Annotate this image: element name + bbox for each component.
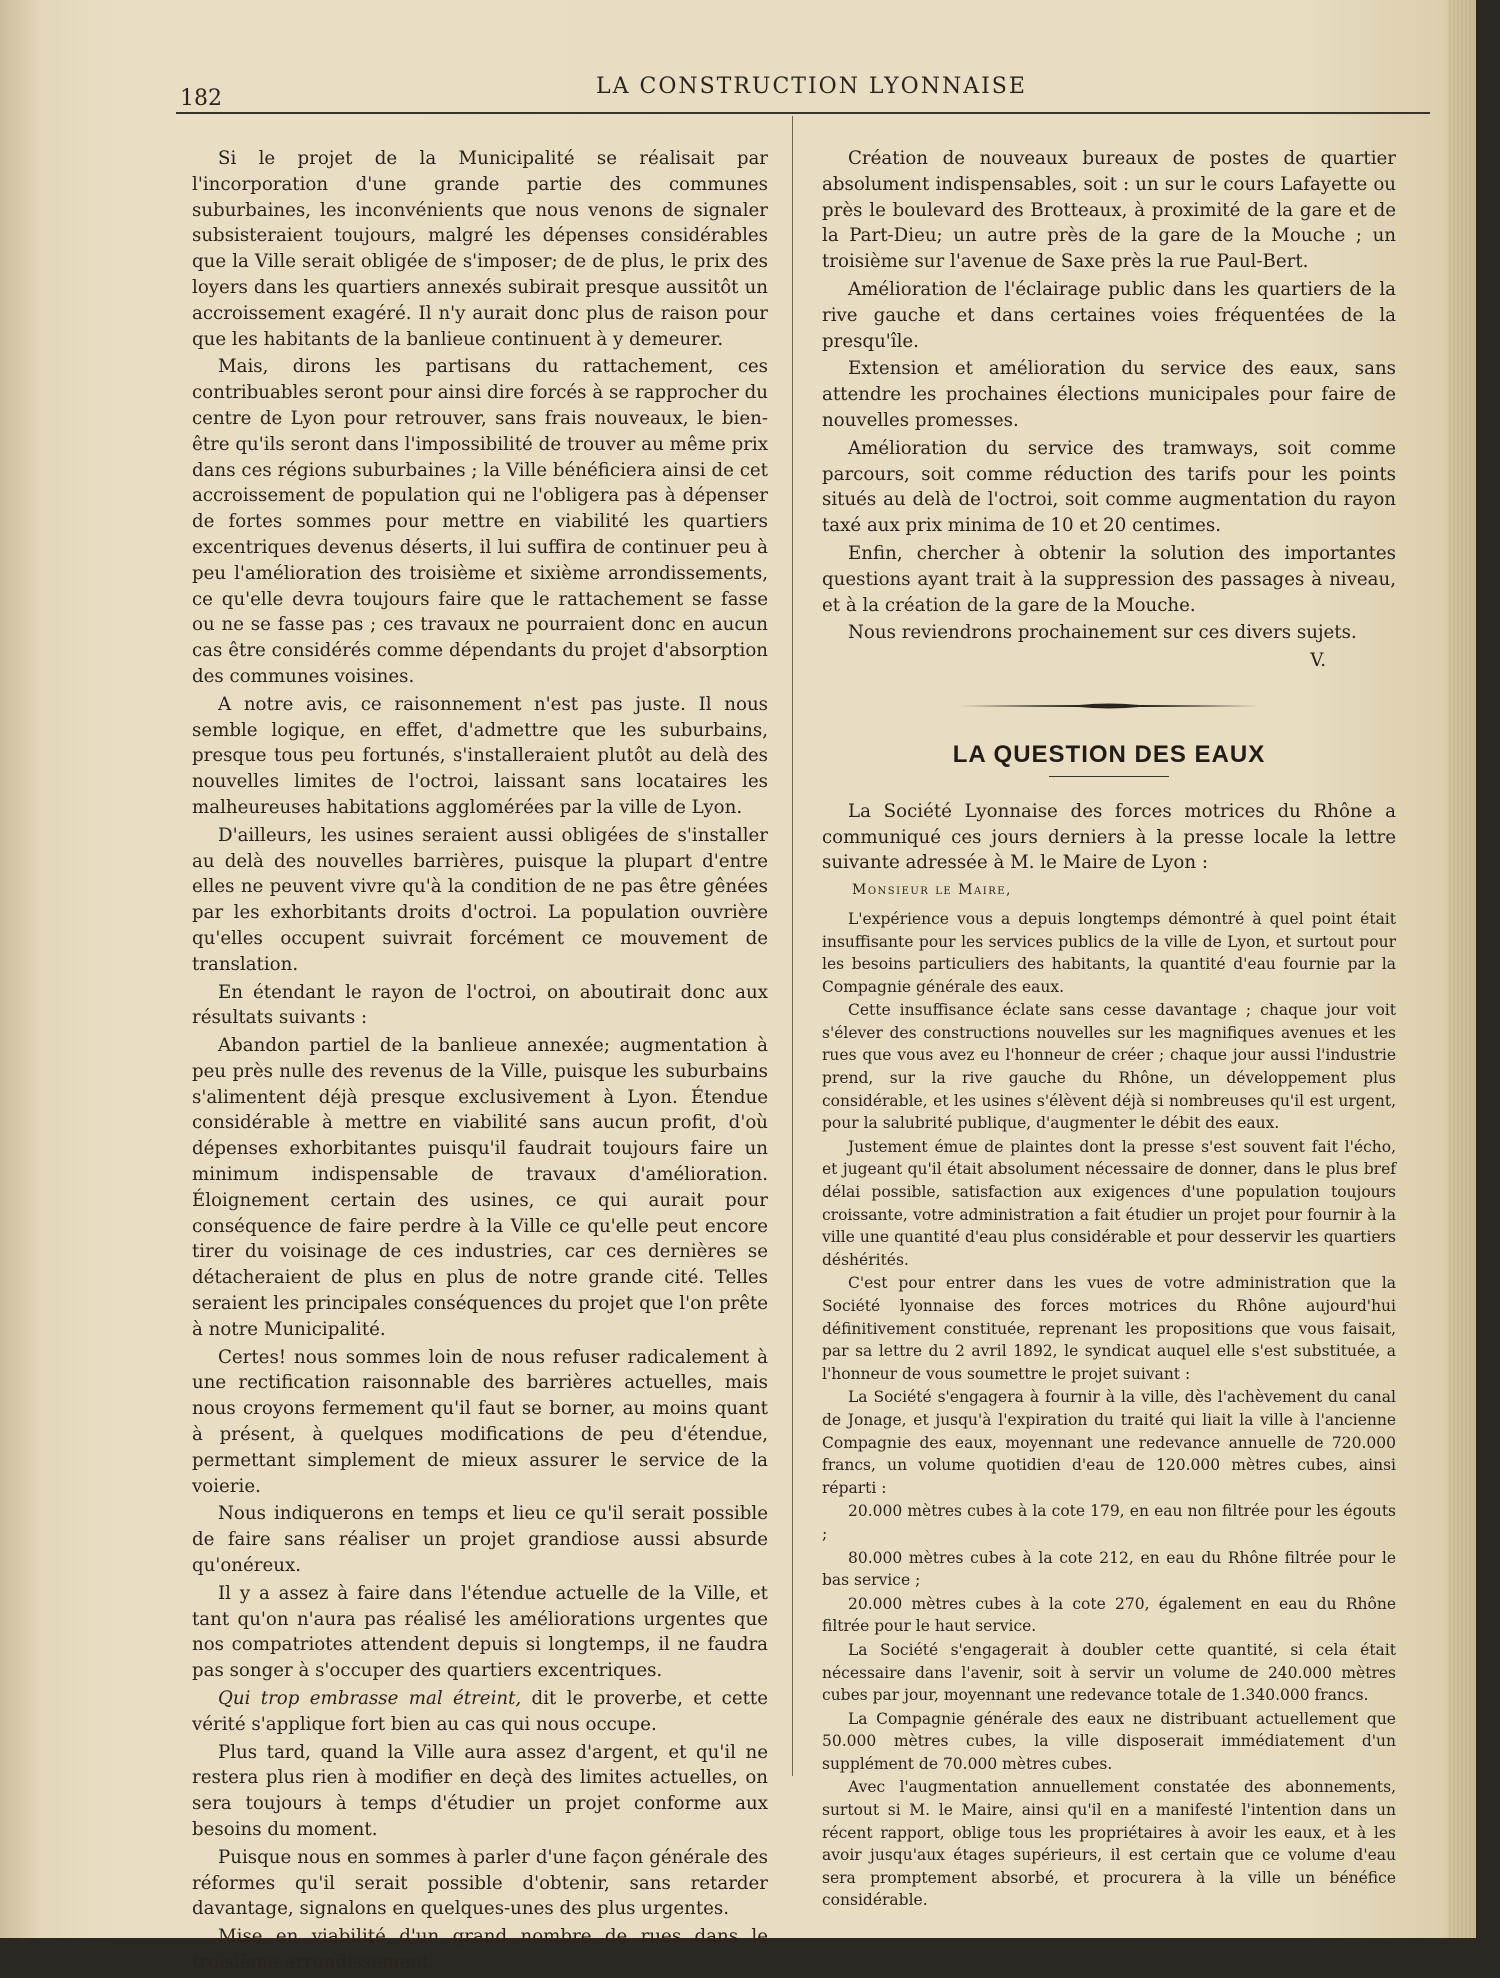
paragraph: A notre avis, ce raisonnement n'est pas juste. Il nous semble logique, en effet, d'admettre que les suburbains, presque tous peu fortunés, s'installeraient plutôt au delà des nouvelles limites de l'octroi, laissant sans locataires les malheureuses habitations agglomérées par la ville de Lyon. xyxy=(192,693,768,818)
letter-paragraph: La Compagnie générale des eaux ne distribuant actuellement que 50.000 mètres cubes, la ville disposerait immédiatement d'un supplément de 70.000 mètres cubes. xyxy=(822,1709,1396,1773)
column-divider xyxy=(792,116,793,1776)
header-rule xyxy=(176,112,1430,114)
ornament-rule xyxy=(959,700,1259,712)
paragraph: D'ailleurs, les usines seraient aussi obligées de s'installer au delà des nouvelles barrières, puisque la plupart d'entre elles ne peuvent vivre qu'à la condition de ne pas être gênées par les exhorbitants droits d'octroi. La population ouvrière qu'elles occupent suivrait forcément ce mouvement de translation. xyxy=(192,824,768,975)
paragraph: Abandon partiel de la banlieue annexée; augmentation à peu près nulle des revenus de la Ville, puisque les suburbains s'alimentent déjà presque exclusivement à Lyon. Étendue considérable à mettre en viabilité sans aucun profit, d'où dépenses exhorbitantes puisqu'il faudrait toujours faire un minimum indispensable de travaux d'amélioration. Éloignement certain des usines, ce qui aurait pour conséquence de faire perdre à la Ville ce qu'elle peut encore tirer du voisinage de ces industries, car ces dernières se détacheraient de plus en plus de notre grande cité. Telles seraient les principales conséquences du projet que l'on prête à notre Municipalité. xyxy=(192,1035,768,1340)
paragraph: Si le projet de la Municipalité se réalisait par l'incorporation d'une grande partie des communes suburbaines, les inconvénients que nous venons de signaler subsisteraient toujours, malgré les dépenses considérables que la Ville serait obligée de s'imposer; de de plus, le prix des loyers dans les quartiers annexés subirait presque aussitôt un accroissement exagéré. Il n'y aurait donc plus de raison pour que les habitants de la banlieue continuent à y demeurer. xyxy=(192,148,768,350)
page-number: 182 xyxy=(180,86,222,111)
page-edge xyxy=(1448,0,1476,1938)
proverb-rest: dit le proverbe, et cette vérité s'applique fort bien au cas qui nous occupe. xyxy=(192,1688,768,1735)
paragraph: Extension et amélioration du service des eaux, sans attendre les prochaines élections municipales pour faire de nouvelles promesses. xyxy=(822,358,1396,431)
paragraph: Puisque nous en sommes à parler d'une façon générale des réformes qu'il serait possible d'obtenir, sans retarder davantage, signalons en quelques-unes des plus urgentes. xyxy=(192,1846,768,1920)
page-header xyxy=(176,68,1430,111)
left-column xyxy=(192,146,768,1978)
letter-paragraph: L'expérience vous a depuis longtemps démontré à quel point était insuffisante pour les services publics de la ville de Lyon, et surtout pour les besoins particuliers des habitants, la quantité d'eau fournie par la Compagnie générale des eaux. xyxy=(822,909,1396,996)
right-column xyxy=(822,146,1396,1913)
paragraph: Il y a assez à faire dans l'étendue actuelle de la Ville, et tant qu'on n'aura pas réalisé les améliorations urgentes que nos compatriotes attendent depuis si longtemps, il ne faudra pas songer à s'occuper des quartiers excentriques. xyxy=(192,1582,768,1682)
paragraph: Mise en viabilité d'un grand nombre de rues dans le troisième arrondissement. xyxy=(192,1926,768,1973)
letter-paragraph: 20.000 mètres cubes à la cote 270, également en eau du Rhône filtrée pour le haut service. xyxy=(822,1594,1396,1636)
section-title: LA QUESTION DES EAUX xyxy=(952,740,1266,768)
salutation: Monsieur le Maire, xyxy=(852,882,1012,899)
paragraph: En étendant le rayon de l'octroi, on aboutirait donc aux résultats suivants : xyxy=(192,981,768,1029)
paragraph: Amélioration du service des tramways, soit comme parcours, soit comme réduction des tarifs pour les points situés au delà de l'octroi, soit comme augmentation du rayon taxé aux prix minima de 10 et 20 centimes. xyxy=(822,437,1396,537)
paragraph: Plus tard, quand la Ville aura assez d'argent, et qu'il ne restera plus rien à modifier en deçà des limites actuelles, on sera toujours à temps d'étudier un projet conforme aux besoins du moment. xyxy=(192,1741,768,1840)
letter-body xyxy=(822,908,1396,1912)
intro-paragraph: La Société Lyonnaise des forces motrices du Rhône a communiqué ces jours derniers à la presse locale la lettre suivante adressée à M. le Maire de Lyon : xyxy=(822,800,1396,874)
letter-paragraph: La Société s'engagera à fournir à la ville, dès l'achèvement du canal de Jonage, et jusqu'à l'expiration du traité qui liait la ville à l'ancienne Compagnie des eaux, moyennant une redevance annuelle de 720.000 francs, un volume quotidien d'eau de 120.000 mètres cubes, ainsi réparti : xyxy=(822,1388,1396,1497)
paragraph: Certes! nous sommes loin de nous refuser radicalement à une rectification raisonnable des barrières actuelles, mais nous croyons fermement qu'il faut se borner, au moins quant à présent, à quelques modifications de peu d'étendue, permettant simplement de mieux assurer le service de la voierie. xyxy=(192,1346,768,1497)
title-rule xyxy=(1049,776,1169,777)
letter-paragraph: 80.000 mètres cubes à la cote 212, en eau du Rhône filtrée pour le bas service ; xyxy=(822,1548,1396,1590)
letter-paragraph: C'est pour entrer dans les vues de votre administration que la Société lyonnaise des forces motrices du Rhône aujourd'hui définitivement constituée, reprenant les propositions que vous faisait, par sa lettre du 2 avril 1892, le syndicat auquel elle s'est substituée, a l'honneur de vous soumettre le projet suivant : xyxy=(822,1274,1396,1383)
letter-paragraph: Cette insuffisance éclate sans cesse davantage ; chaque jour voit s'élever des constructions nouvelles sur les magnifiques avenues et les rues que vous avez eu l'honneur de créer ; chaque jour aussi l'industrie prend, sur la rive gauche du Rhône, un développement plus considérable, et les usines s'élèvent déjà si nombreuses qu'il est urgent, pour la salubrité publique, d'augmenter le débit des eaux. xyxy=(822,1001,1396,1133)
paragraph: Création de nouveaux bureaux de postes de quartier absolument indispensables, soit : un sur le cours Lafayette ou près le boulevard des Brotteaux, à proximité de la gare et de la Part-Dieu; un autre près de la gare de la Mouche ; un troisième sur l'avenue de Saxe près la rue Paul-Bert. xyxy=(822,148,1396,273)
letter-paragraph: La Société s'engagerait à doubler cette quantité, si cela était nécessaire dans l'avenir, soit à servir un volume de 240.000 mètres cubes par jour, moyennant une redevance totale de 1.340.000 francs. xyxy=(822,1640,1396,1705)
letter-paragraph: 20.000 mètres cubes à la cote 179, en eau non filtrée pour les égouts ; xyxy=(822,1502,1396,1543)
paragraph-proverb xyxy=(192,1686,768,1738)
paragraph: Mais, dirons les partisans du rattachement, ces contribuables seront pour ainsi dire forcés à se rapprocher du centre de Lyon pour retrouver, sans frais nouveaux, le bien-être qu'ils seront dans l'impossibilité de trouver au même prix dans ces régions suburbaines ; la Ville bénéficiera ainsi de cet accroissement de population qui ne l'obligera pas à dépenser de fortes sommes pour mettre en viabilité les quartiers excentriques devenus déserts, il lui suffira de continuer peu à peu l'amélioration des troisième et sixième arrondissements, ce qu'elle devra toujours faire que le rattachement se fasse ou ne se fasse pas ; ces travaux ne pourraient donc en aucun cas être considérés comme dépendants du projet d'absorption des communes voisines. xyxy=(192,356,768,687)
running-title: LA CONSTRUCTION LYONNAISE xyxy=(596,74,1027,99)
paragraph: Enfin, chercher à obtenir la solution des importantes questions ayant trait à la suppression des passages à niveau, et à la création de la gare de la Mouche. xyxy=(822,542,1396,616)
letter-paragraph: Justement émue de plaintes dont la presse s'est souvent fait l'écho, et jugeant qu'il était absolument nécessaire de donner, dans le plus bref délai possible, satisfaction aux exigences d'une population toujours croissante, votre administration a fait étudier un projet pour fournir à la ville une quantité d'eau plus considérable et pour desservir les quartiers déshérités. xyxy=(822,1137,1396,1269)
paragraph: Amélioration de l'éclairage public dans les quartiers de la rive gauche et dans certaines voies fréquentées de la presqu'île. xyxy=(822,278,1396,352)
paragraph: Nous reviendrons prochainement sur ces divers sujets. xyxy=(848,622,1357,644)
letter-paragraph: Avec l'augmentation annuellement constatée des abonnements, surtout si M. le Maire, ainsi qu'il en a manifesté l'intention dans un récent rapport, oblige tous les propriétaires à avoir les eaux, et à les avoir jusqu'aux étages supérieurs, il est certain que ce volume d'eau sera promptement absorbé, et procurera à la ville un bénéfice considérable. xyxy=(822,1778,1396,1910)
paragraph: Nous indiquerons en temps et lieu ce qu'il serait possible de faire sans réaliser un projet grandiose aussi absurde qu'onéreux. xyxy=(192,1503,768,1577)
proverb-italic: Qui trop embrasse mal étreint, xyxy=(218,1688,522,1710)
author-signature: V. xyxy=(1310,650,1326,672)
